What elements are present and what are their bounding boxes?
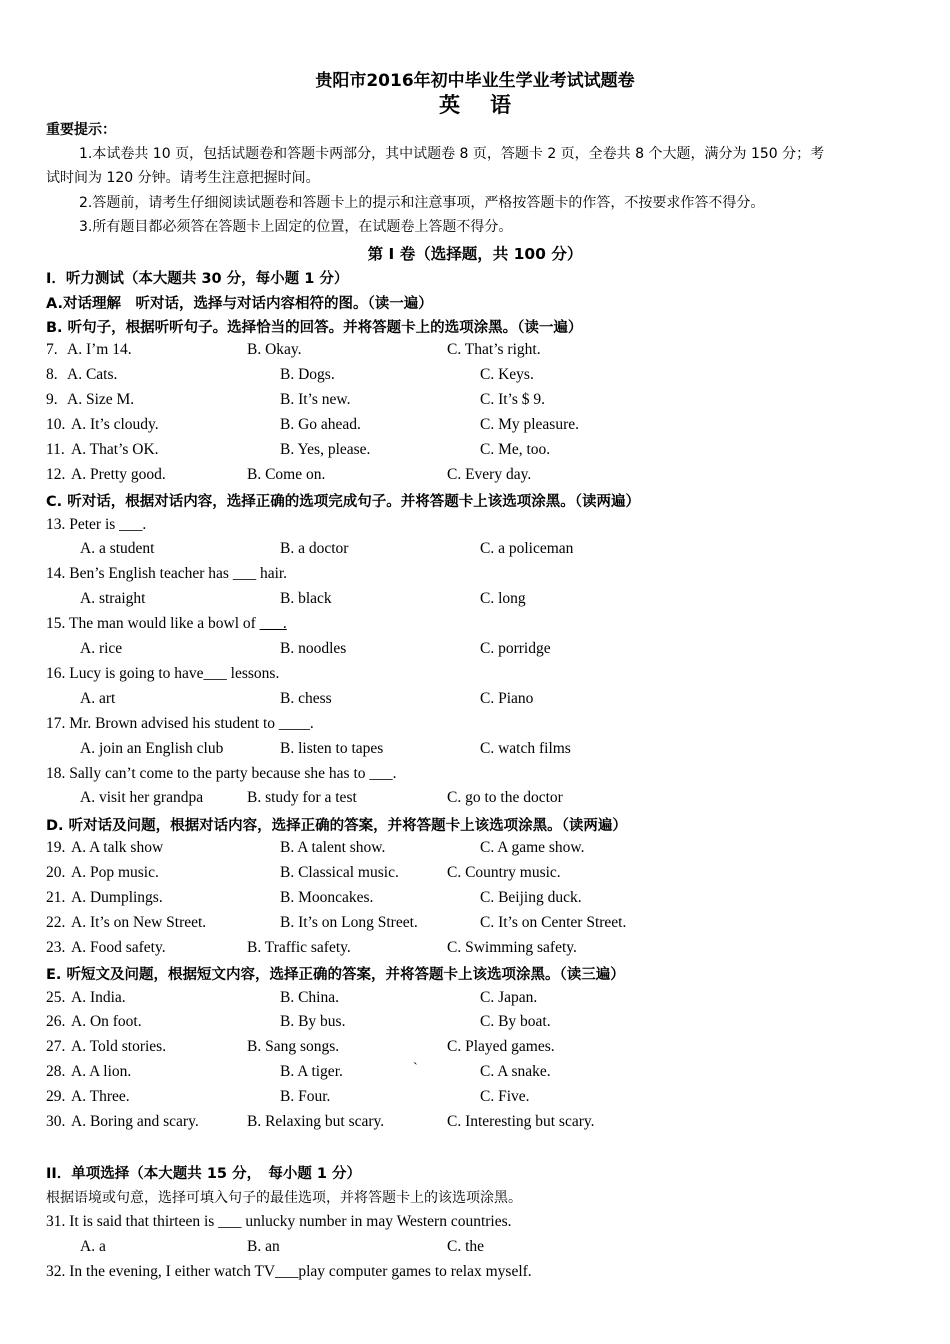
notice-item-3: 3.所有题目都必须答在答题卡上固定的位置，在试题卷上答题不得分。 [79,219,513,235]
option-a: A. A lion. [71,1063,132,1080]
answer-blank: ___. [259,615,287,632]
option-c: C. A game show. [480,839,585,856]
option-c: C. Five. [480,1088,530,1105]
option-c: C. the [447,1238,485,1255]
option-b: B. Classical music. [280,864,399,881]
section-b-heading: B. 听句子，根据听听句子。选择恰当的回答。并将答题卡上的选项涂黑。（读一遍） [46,320,583,336]
question-number: 27. [46,1038,66,1055]
question-number: 19. [46,839,66,856]
option-a: A. art [80,690,116,707]
question-number: 26. [46,1013,66,1030]
option-b: B. Relaxing but scary. [247,1113,385,1130]
question-number: 23. [46,939,66,956]
option-a: A. It’s cloudy. [71,416,159,433]
option-c: C. Swimming safety. [447,939,577,956]
section-ii-heading: II．单项选择（本大题共 15 分， 每小题 1 分） [46,1166,361,1182]
option-c: C. It’s on Center Street. [480,914,627,931]
section-ii-instruction: 根据语境或句意，选择可填入句子的最佳选项，并将答题卡上的该选项涂黑。 [46,1190,522,1206]
question-stem [46,615,287,633]
question-number: 20. [46,864,66,881]
option-b: B. Go ahead. [280,416,361,433]
option-b: B. noodles [280,640,347,657]
option-b: B. Mooncakes. [280,889,374,906]
question-stem: 13. Peter is ___. [46,516,147,533]
option-c: C. That’s right. [447,341,541,358]
notice-item-2: 2.答题前，请考生仔细阅读试题卷和答题卡上的提示和注意事项，严格按答题卡的作答，不按要求作答不得分。 [79,195,765,211]
option-a: A. I’m 14. [67,341,132,358]
option-a: A. Food safety. [71,939,166,956]
option-a: A. Dumplings. [71,889,163,906]
question-number: 8. [46,366,58,383]
section-d-heading: D. 听对话及问题，根据对话内容，选择正确的答案，并将答题卡上该选项涂黑。（读两遍） [46,818,627,834]
section-a-heading: A.对话理解 听对话，选择与对话内容相符的图。（读一遍） [46,296,433,312]
option-a: A. visit her grandpa [80,789,204,806]
option-b: B. an [247,1238,280,1255]
option-b: B. Okay. [247,341,302,358]
question-stem: 14. Ben’s English teacher has ___ hair. [46,565,288,582]
option-c: C. Beijing duck. [480,889,582,906]
option-a: A. a student [80,540,155,557]
option-a: A. Boring and scary. [71,1113,199,1130]
subject-title: 英语 [439,93,541,117]
question-number: 21. [46,889,66,906]
question-number: 30. [46,1113,66,1130]
option-a: A. India. [71,989,126,1006]
notice-heading: 重要提示： [46,122,116,138]
option-a: A. a [80,1238,106,1255]
option-b: B. a doctor [280,540,349,557]
option-c: C. Keys. [480,366,534,383]
option-b: B. A talent show. [280,839,386,856]
question-number: 11. [46,441,65,458]
option-c: C. Interesting but scary. [447,1113,595,1130]
option-b: B. chess [280,690,332,707]
option-a: A. A talk show [71,839,164,856]
volume-1-heading: 第 I 卷（选择题，共 100 分） [367,245,583,263]
option-b: B. study for a test [247,789,357,806]
question-stem: 32. In the evening, I either watch TV___play computer games to relax myself. [46,1263,532,1280]
question-stem: 16. Lucy is going to have___ lessons. [46,665,280,682]
option-b: B. A tiger. [280,1063,343,1080]
question-stem: 31. It is said that thirteen is ___ unlucky number in may Western countries. [46,1213,512,1230]
option-b: B. Dogs. [280,366,335,383]
option-b: B. Come on. [247,466,326,483]
section-listening-heading: I．听力测试（本大题共 30 分，每小题 1 分） [46,271,349,287]
option-c: C. a policeman [480,540,574,557]
stray-mark: ` [413,1061,418,1076]
option-c: C. Every day. [447,466,532,483]
exam-title: 贵阳市2016年初中毕业生学业考试试题卷 [315,71,635,91]
option-c: C. go to the doctor [447,789,563,806]
option-b: B. Traffic safety. [247,939,351,956]
option-c: C. A snake. [480,1063,551,1080]
option-a: A. join an English club [80,740,224,757]
option-b: B. China. [280,989,339,1006]
option-a: A. Pop music. [71,864,159,881]
option-c: C. Piano [480,690,534,707]
option-a: A. On foot. [71,1013,142,1030]
option-a: A. Size M. [67,391,135,408]
question-number: 12. [46,466,66,483]
option-a: A. It’s on New Street. [71,914,207,931]
section-c-heading: C. 听对话，根据对话内容，选择正确的选项完成句子。并将答题卡上该选项涂黑。（读两遍） [46,494,640,510]
option-c: C. watch films [480,740,571,757]
option-a: A. Pretty good. [71,466,166,483]
option-c: C. By boat. [480,1013,551,1030]
notice-item-1-line-1: 1.本试卷共 10 页，包括试题卷和答题卡两部分，其中试题卷 8 页，答题卡 2 页，全卷共 8 个大题，满分为 150 分；考 [79,146,825,162]
option-a: A. Told stories. [71,1038,167,1055]
option-c: C. Japan. [480,989,538,1006]
option-c: C. long [480,590,526,607]
question-number: 28. [46,1063,66,1080]
stem-text: 15. The man would like a bowl of [46,615,260,632]
question-stem: 17. Mr. Brown advised his student to ____. [46,715,314,732]
notice-item-1-line-2: 试时间为 120 分钟。请考生注意把握时间。 [46,170,320,186]
option-c: C. Me, too. [480,441,551,458]
option-b: B. It’s new. [280,391,351,408]
option-c: C. It’s $ 9. [480,391,546,408]
option-b: B. Yes, please. [280,441,371,458]
question-number: 29. [46,1088,66,1105]
option-b: B. It’s on Long Street. [280,914,418,931]
option-a: A. Three. [71,1088,130,1105]
question-number: 25. [46,989,66,1006]
option-c: C. porridge [480,640,551,657]
option-b: B. Sang songs. [247,1038,340,1055]
option-a: A. Cats. [67,366,118,383]
option-b: B. black [280,590,332,607]
option-c: C. Played games. [447,1038,555,1055]
option-b: B. listen to tapes [280,740,384,757]
question-stem: 18. Sally can’t come to the party because she has to ___. [46,765,397,782]
section-e-heading: E. 听短文及问题，根据短文内容，选择正确的答案，并将答题卡上该选项涂黑。（读三遍） [46,967,625,983]
option-b: B. By bus. [280,1013,346,1030]
question-number: 9. [46,391,58,408]
option-c: C. My pleasure. [480,416,580,433]
option-c: C. Country music. [447,864,561,881]
option-a: A. rice [80,640,123,657]
option-a: A. That’s OK. [71,441,159,458]
question-number: 22. [46,914,66,931]
option-a: A. straight [80,590,146,607]
question-number: 10. [46,416,66,433]
option-b: B. Four. [280,1088,331,1105]
question-number: 7. [46,341,58,358]
